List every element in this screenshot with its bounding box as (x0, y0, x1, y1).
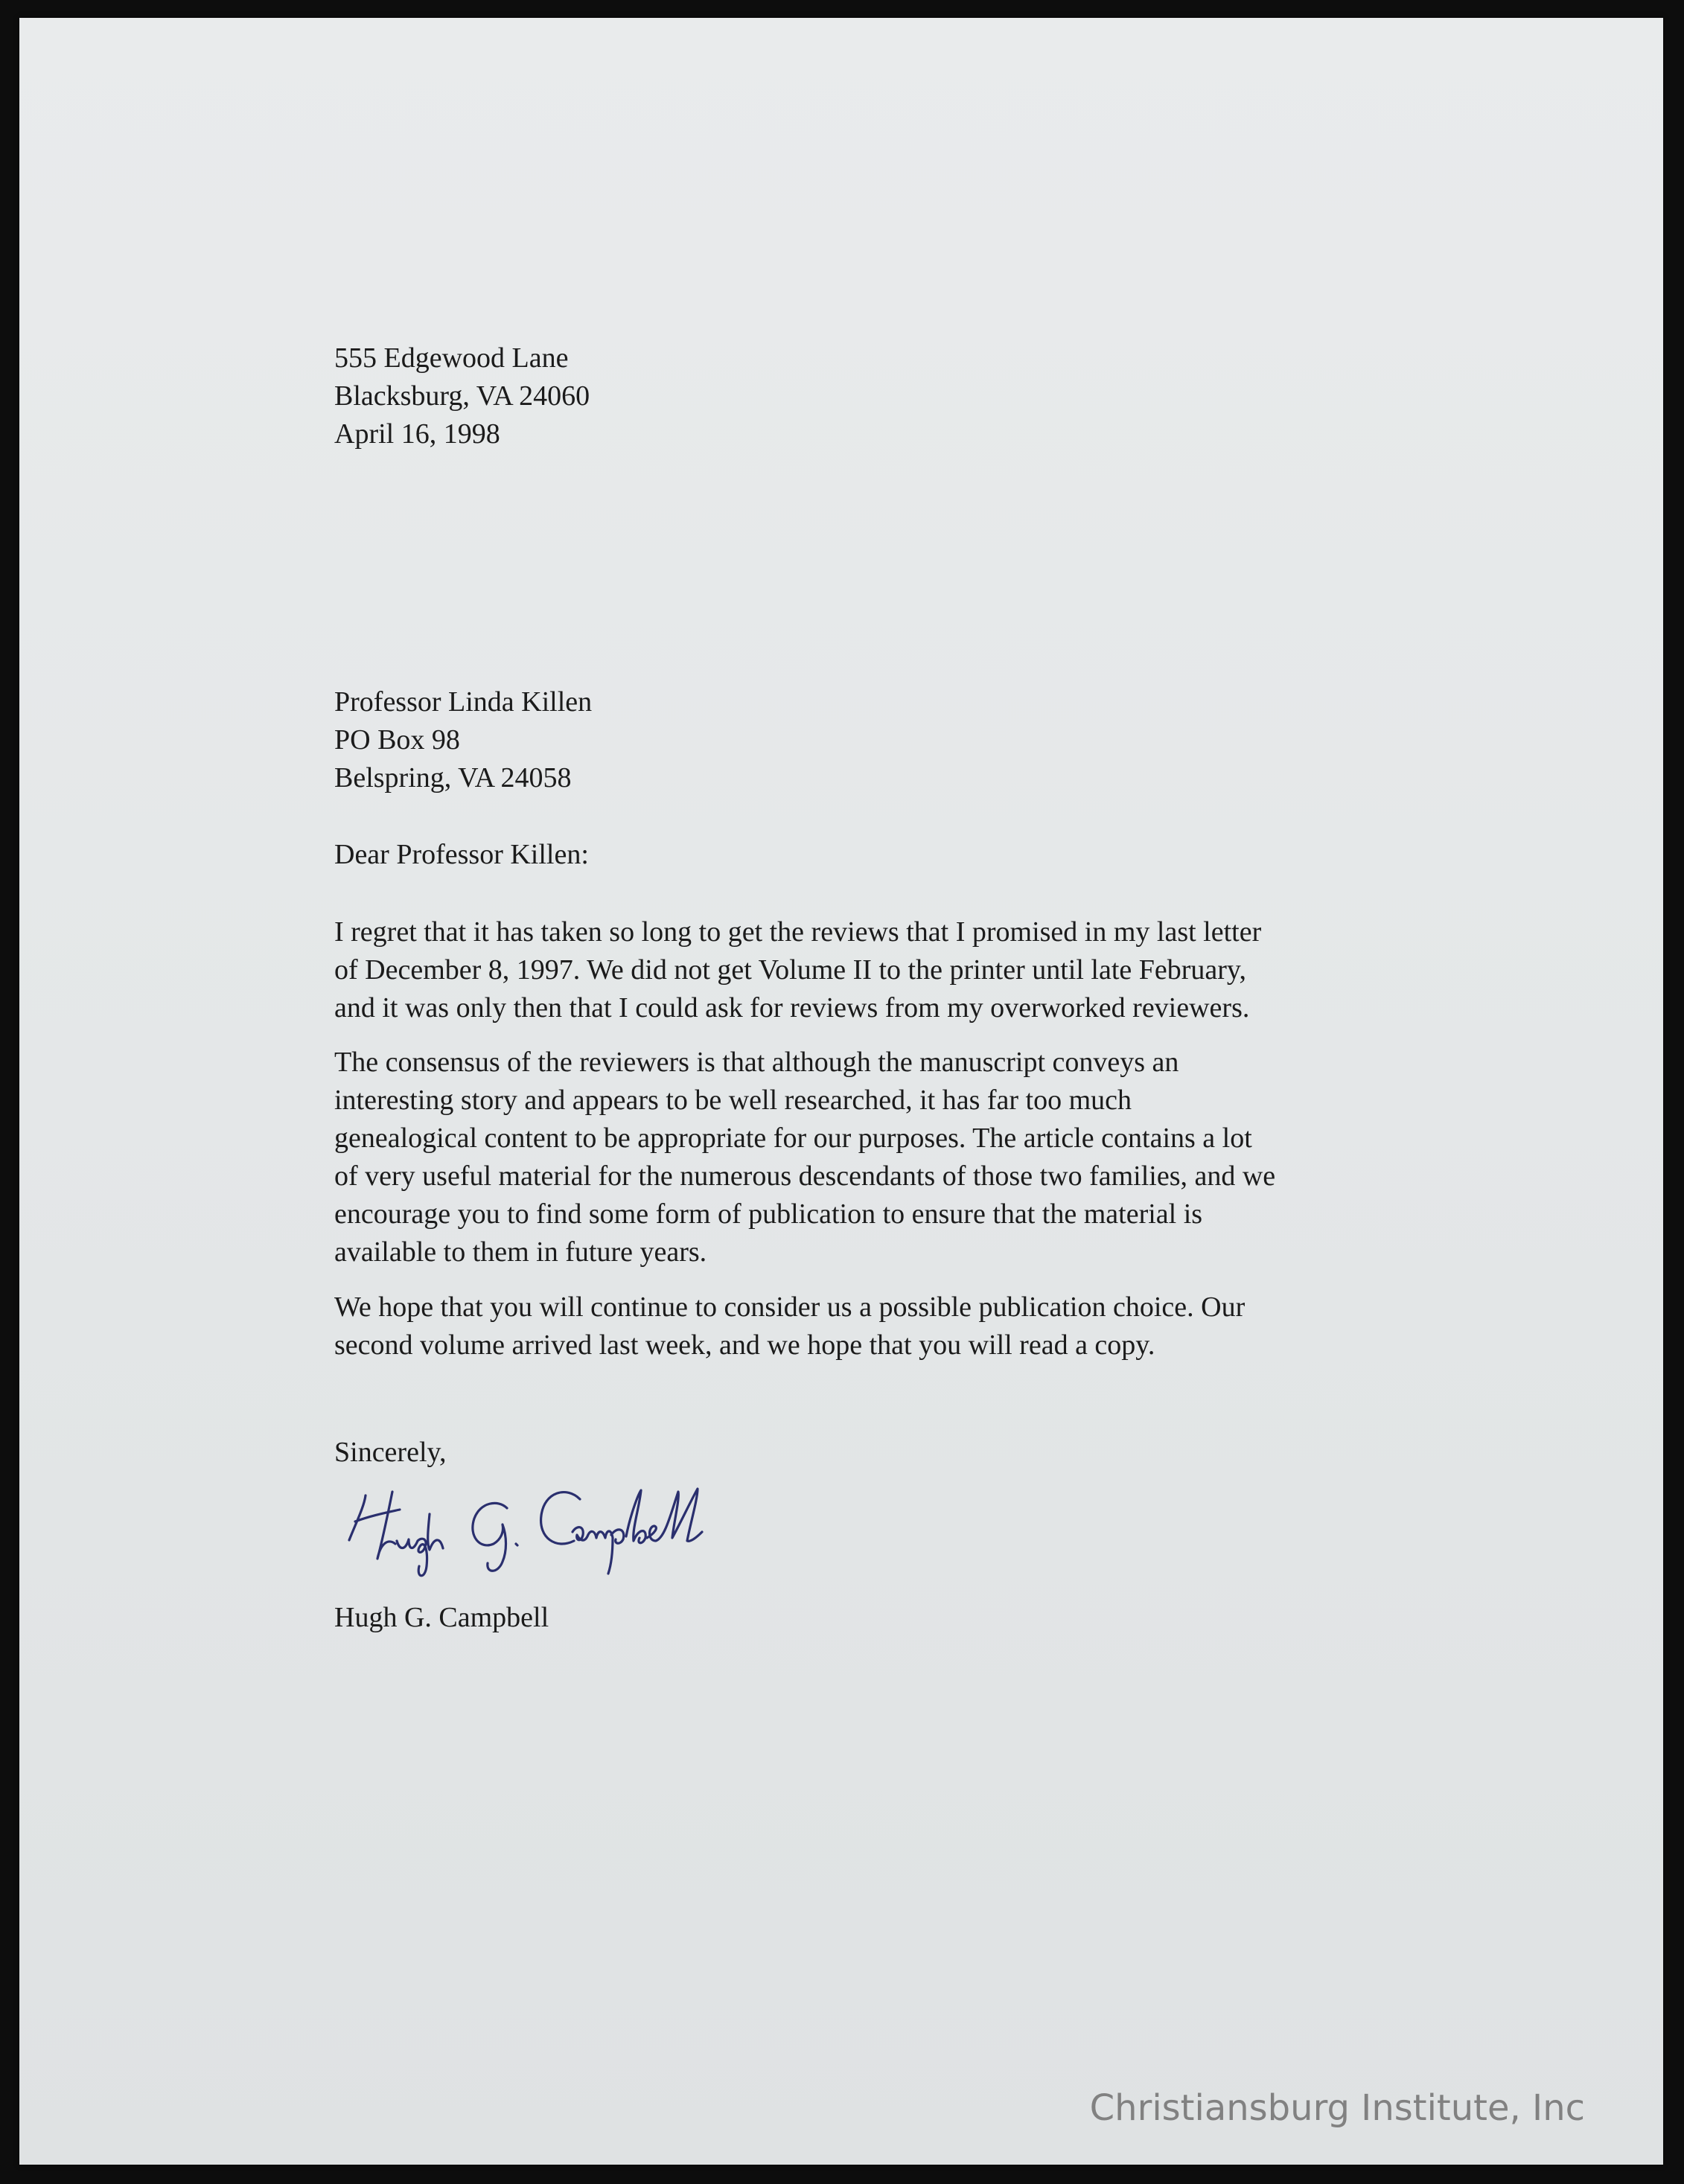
paragraph-line: interesting story and appears to be well researched, it has far too much (334, 1085, 1132, 1116)
signer-name: Hugh G. Campbell (334, 1602, 549, 1633)
sender-address (334, 339, 1421, 453)
paragraph-3 (334, 1289, 1421, 1364)
signer (334, 1599, 1421, 1637)
letter-page (19, 18, 1663, 2165)
paragraph-line: The consensus of the reviewers is that although the manuscript conveys an (334, 1047, 1179, 1078)
recipient-name: Professor Linda Killen (334, 686, 593, 718)
paragraph-2 (334, 1044, 1421, 1271)
paragraph-line: of very useful material for the numerous descendants of those two families, and we (334, 1160, 1276, 1192)
sender-city-line: Blacksburg, VA 24060 (334, 380, 590, 412)
closing-text: Sincerely, (334, 1437, 447, 1468)
closing (334, 1434, 1421, 1472)
paragraph-line: and it was only then that I could ask for reviews from my overworked reviewers. (334, 992, 1250, 1024)
sender-street: 555 Edgewood Lane (334, 342, 569, 374)
watermark: Christiansburg Institute, Inc (1089, 2087, 1585, 2129)
paragraph-line: encourage you to find some form of publication to ensure that the material is (334, 1198, 1203, 1230)
paragraph-1 (334, 913, 1421, 1027)
handwritten-signature (334, 1469, 751, 1588)
recipient-address (334, 683, 1421, 797)
salutation (334, 836, 1421, 874)
letter-date: April 16, 1998 (334, 418, 500, 450)
paragraph-line: genealogical content to be appropriate for our purposes. The article contains a lot (334, 1123, 1252, 1154)
recipient-city-line: Belspring, VA 24058 (334, 762, 572, 794)
paragraph-line: second volume arrived last week, and we hope that you will read a copy. (334, 1329, 1155, 1361)
paragraph-line: of December 8, 1997. We did not get Volume II to the printer until late February, (334, 954, 1246, 986)
paragraph-line: I regret that it has taken so long to get the reviews that I promised in my last letter (334, 916, 1262, 948)
salutation-text: Dear Professor Killen: (334, 839, 589, 870)
recipient-box: PO Box 98 (334, 724, 460, 756)
paragraph-line: available to them in future years. (334, 1236, 707, 1268)
paragraph-line: We hope that you will continue to consider us a possible publication choice. Our (334, 1291, 1246, 1323)
